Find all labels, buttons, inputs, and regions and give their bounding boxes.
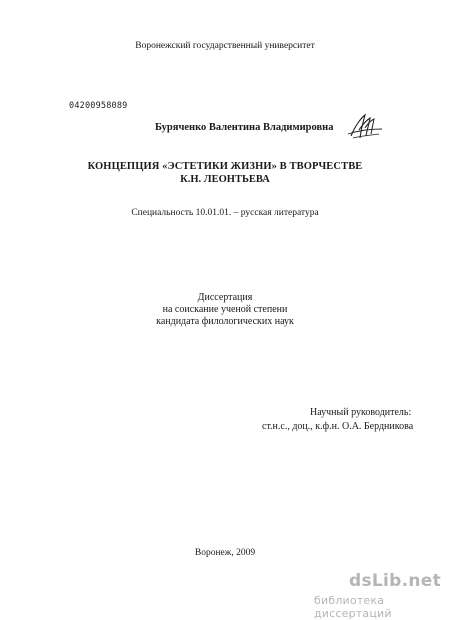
author-name: Буряченко Валентина Владимировна (155, 122, 334, 133)
catalog-code: 04200958089 (69, 101, 128, 111)
signature-icon (345, 112, 385, 142)
degree-line-2: кандидата филологических наук (156, 316, 294, 327)
university-name: Воронежский государственный университет (135, 41, 315, 51)
title-line-2: К.Н. ЛЕОНТЬЕВА (180, 174, 270, 185)
title-line-1: КОНЦЕПЦИЯ «ЭСТЕТИКИ ЖИЗНИ» В ТВОРЧЕСТВЕ (87, 161, 363, 172)
degree-line-1: на соискание ученой степени (162, 304, 288, 315)
advisor-name: ст.н.с., доц., к.ф.н. О.А. Бердникова (262, 421, 414, 432)
advisor-label: Научный руководитель: (310, 407, 412, 418)
watermark-subtitle: библиотека диссертаций (314, 594, 392, 620)
dissertation-label: Диссертация (197, 292, 253, 303)
watermark-logo: dsLib.net (349, 571, 442, 591)
city-year: Воронеж, 2009 (194, 548, 256, 558)
specialty-line: Специальность 10.01.01. – русская литература (131, 208, 319, 218)
